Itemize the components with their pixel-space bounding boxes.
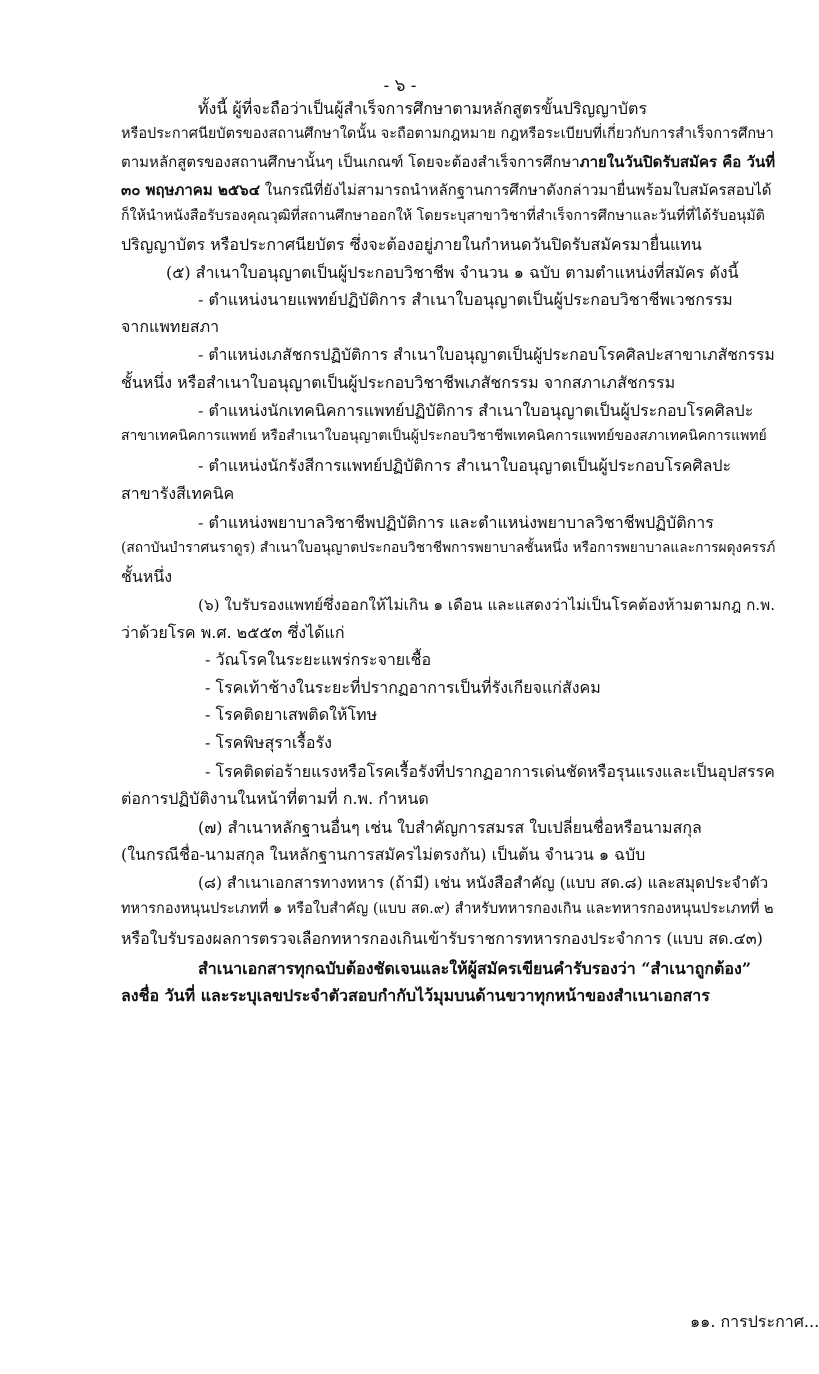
disease-elephantiasis: - โรคเท้าช้างในระยะที่ปรากฏอาการเป็นที่รังเกียจแก่สังคม [205,678,601,697]
item6-line2: ว่าด้วยโรค พ.ศ. ๒๕๕๓ ซึ่งได้แก่ [121,623,345,642]
item5-radiology-line2: สาขารังสีเทคนิค [121,484,235,503]
note-line1: สำเนาเอกสารทุกฉบับต้องชัดเจนและให้ผู้สมัครเขียนคำรับรองว่า “สำเนาถูกต้อง” [198,959,752,978]
item5-doctor-line1: - ตำแหน่งนายแพทย์ปฏิบัติการ สำเนาใบอนุญาตเป็นผู้ประกอบวิชาชีพเวชกรรม [198,290,733,309]
item8-line1: (๘) สำเนาเอกสารทางทหาร (ถ้ามี) เช่น หนังสือสำคัญ (แบบ สด.๘) และสมุดประจำตัว [198,874,769,892]
page-number: - ๖ - [383,76,417,96]
para1-line4 [121,181,772,199]
item5-nurse-line3: ชั้นหนึ่ง [121,567,173,586]
para1-line6: ปริญญาบัตร หรือประกาศนียบัตร ซึ่งจะต้องอยู่ภายในกำหนดวันปิดรับสมัครมายื่นแทน [121,235,702,254]
disease-serious-line1: - โรคติดต่อร้ายแรงหรือโรคเรื้อรังที่ปรากฏอาการเด่นชัดหรือรุนแรงและเป็นอุปสรรค [205,762,775,781]
item8-line3: หรือใบรับรองผลการตรวจเลือกทหารกองเกินเข้ารับราชการทหารกองประจำการ (แบบ สด.๔๓) [121,929,763,948]
note-line2: ลงชื่อ วันที่ และระบุเลขประจำตัวสอบกำกับไว้มุมบนด้านขวาทุกหน้าของสำเนาเอกสาร [121,986,710,1005]
disease-serious-line2: ต่อการปฏิบัติงานในหน้าที่ตามที่ ก.พ. กำหนด [121,789,429,808]
item5-pharmacist-line2: ชั้นหนึ่ง หรือสำเนาใบอนุญาตเป็นผู้ประกอบวิชาชีพเภสัชกรรม จากสภาเภสัชกรรม [121,373,676,392]
disease-alcoholism: - โรคพิษสุราเรื้อรัง [205,733,332,752]
para1-line5: ก็ให้นำหนังสือรับรองคุณวุฒิที่สถานศึกษาออกให้ โดยระบุสาขาวิชาที่สำเร็จการศึกษาและวันที่ที่ได้รับอนุมัติ [121,208,765,224]
disease-drug-addiction: - โรคติดยาเสพติดให้โทษ [205,705,378,724]
item5-medtech-line1: - ตำแหน่งนักเทคนิคการแพทย์ปฏิบัติการ สำเนาใบอนุญาตเป็นผู้ประกอบโรคศิลปะ [198,401,754,420]
continuation-footer: ๑๑. การประกาศ... [690,1312,819,1331]
item7-line2: (ในกรณีชื่อ-นามสกุล ในหลักฐานการสมัครไม่ตรงกัน) เป็นต้น จำนวน ๑ ฉบับ [121,845,646,864]
closing-date-emphasis: ภายในวันปิดรับสมัคร คือ วันที่ [579,153,776,171]
item5-heading: (๕) สำเนาใบอนุญาตเป็นผู้ประกอบวิชาชีพ จำนวน ๑ ฉบับ ตามตำแหน่งที่สมัคร ดังนี้ [166,263,739,282]
item5-radiology-line1: - ตำแหน่งนักรังสีการแพทย์ปฏิบัติการ สำเนาใบอนุญาตเป็นผู้ประกอบโรคศิลปะ [198,456,732,475]
para1-line2: หรือประกาศนียบัตรของสถานศึกษาใดนั้น จะถือตามกฎหมาย กฎหรือระเบียบที่เกี่ยวกับการสำเร็จการศึกษา [121,126,774,142]
item7-line1: (๗) สำเนาหลักฐานอื่นๆ เช่น ใบสำคัญการสมรส ใบเปลี่ยนชื่อหรือนามสกุล [198,818,702,837]
item5-doctor-line2: จากแพทยสภา [121,317,220,336]
item8-line2: ทหารกองหนุนประเภทที่ ๑ หรือใบสำคัญ (แบบ สด.๙) สำหรับทหารกองเกิน และทหารกองหนุนประเภทที่ ๒ [121,901,774,917]
item6-line1: (๖) ใบรับรองแพทย์ซึ่งออกให้ไม่เกิน ๑ เดือน และแสดงว่าไม่เป็นโรคต้องห้ามตามกฎ ก.พ. [198,596,776,614]
para1-line3 [121,153,775,171]
para1-line3-text: ตามหลักสูตรของสถานศึกษานั้นๆ เป็นเกณฑ์ โดยจะต้องสำเร็จการศึกษา [121,153,580,171]
disease-tuberculosis: - วัณโรคในระยะแพร่กระจายเชื้อ [205,650,432,669]
para1-line4-text: ในกรณีที่ยังไม่สามารถนำหลักฐานการศึกษาดังกล่าวมายื่นพร้อมใบสมัครสอบได้ [260,181,772,199]
item5-pharmacist-line1: - ตำแหน่งเภสัชกรปฏิบัติการ สำเนาใบอนุญาตเป็นผู้ประกอบโรคศิลปะสาขาเภสัชกรรม [198,345,775,364]
item5-nurse-line2: (สถาบันบำราศนราดูร) สำเนาใบอนุญาตประกอบวิชาชีพการพยาบาลชั้นหนึ่ง หรือการพยาบาลและการผดุงครรภ์ [121,540,776,556]
item5-nurse-line1: - ตำแหน่งพยาบาลวิชาชีพปฏิบัติการ และตำแหน่งพยาบาลวิชาชีพปฏิบัติการ [198,513,714,532]
para1-line1: ทั้งนี้ ผู้ที่จะถือว่าเป็นผู้สำเร็จการศึกษาตามหลักสูตรขั้นปริญญาบัตร [198,99,648,118]
item5-medtech-line2: สาขาเทคนิคการแพทย์ หรือสำเนาใบอนุญาตเป็นผู้ประกอบวิชาชีพเทคนิคการแพทย์ของสภาเทคนิคการแพทย์ [121,428,767,444]
closing-date: ๓๐ พฤษภาคม ๒๕๖๔ [121,181,261,199]
